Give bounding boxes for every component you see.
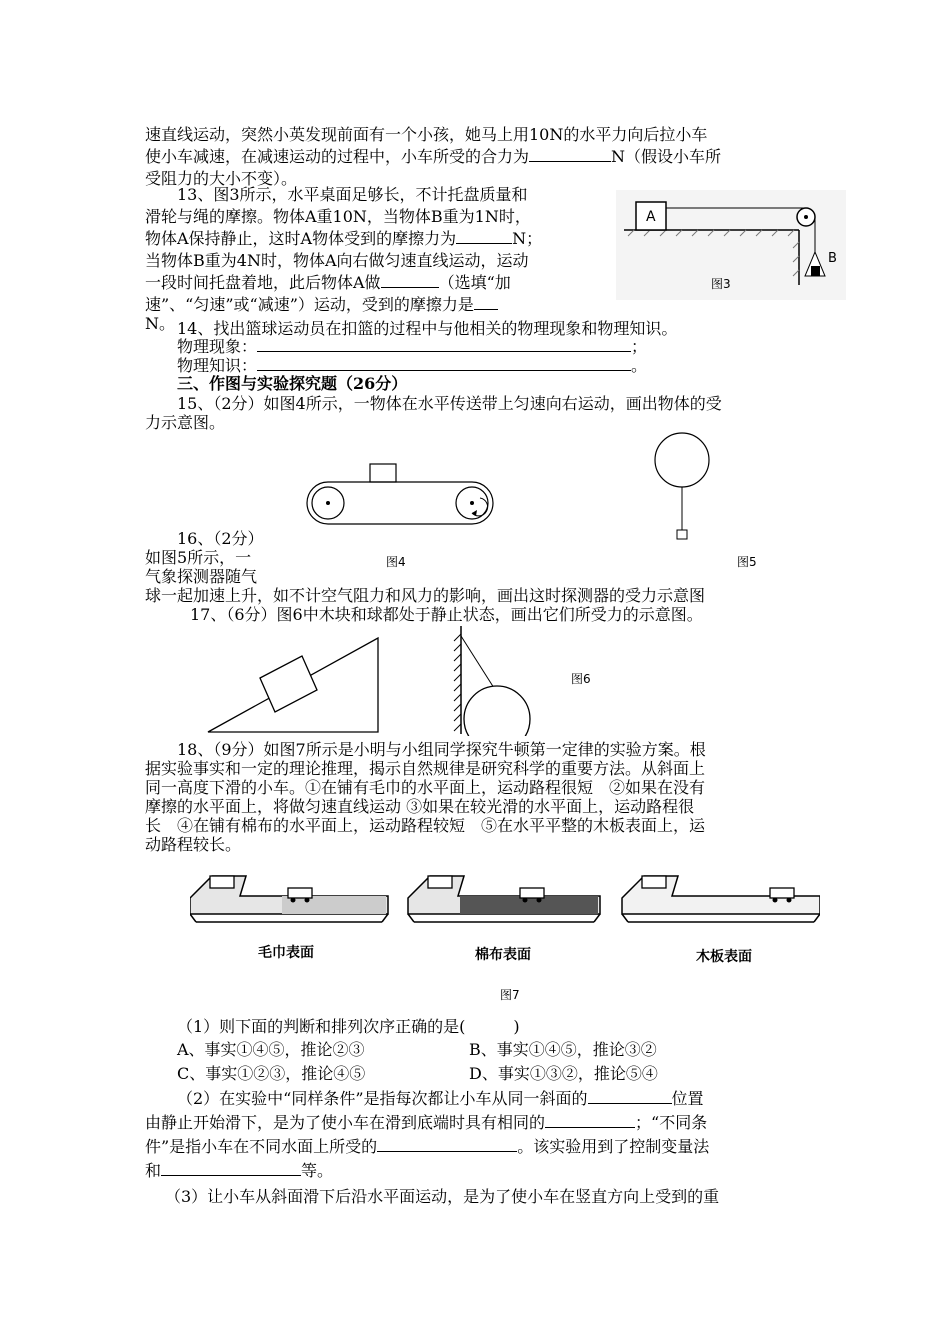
figure-5 <box>650 430 720 542</box>
answer-blank[interactable] <box>161 1160 301 1176</box>
text-fragment: 使小车减速，在减速运动的过程中，小车所受的合力为 <box>145 147 530 166</box>
q14-line: 14、找出篮球运动员在扣篮的过程中与他相关的物理现象和物理知识。 <box>177 319 678 338</box>
cart <box>520 888 544 898</box>
q16-line: 如图5所示，一 <box>145 548 252 567</box>
balloon <box>655 433 709 487</box>
q13-line: 13、图3所示，水平桌面足够长，不计托盘质量和 <box>177 185 528 204</box>
q18-line: 据实验事实和一定的理论推理，揭示自然规律是研究科学的重要方法。从斜面上 <box>145 759 706 778</box>
text-fragment: ； <box>631 337 648 356</box>
text-fragment: 。 <box>631 356 648 375</box>
cart <box>288 888 312 898</box>
q18-part1: （1）则下面的判断和排列次序正确的是( ) <box>177 1017 520 1036</box>
text-line <box>145 146 721 168</box>
cart-on-slope <box>642 876 666 888</box>
text-fragment: 。该实验用到了控制变量法 <box>517 1137 710 1156</box>
cart-on-slope <box>210 876 234 888</box>
q18-part2-line <box>145 1112 707 1134</box>
object-on-belt <box>370 464 396 482</box>
pulley-axle <box>804 215 808 219</box>
label-a: A <box>646 209 656 225</box>
text-fragment: ；“不同条 <box>635 1113 708 1132</box>
q13-line: 滑轮与绳的摩擦。物体A重10N，当物体B重为1N时， <box>145 207 531 226</box>
figure-3-caption: 图3 <box>711 277 731 291</box>
panel-wood <box>622 876 820 922</box>
text-fragment: （选填“加 <box>438 273 511 292</box>
answer-blank[interactable] <box>529 146 611 162</box>
left-roller-axle <box>326 501 330 505</box>
q16-line: 16、（2分） <box>177 529 264 548</box>
answer-blank[interactable] <box>381 272 439 288</box>
q13-line <box>145 228 542 250</box>
text-fragment: （2）在实验中“同样条件”是指每次都让小车从同一斜面的 <box>177 1089 588 1108</box>
surface-label-towel: 毛巾表面 <box>258 945 314 961</box>
q15-line: 15、（2分）如图4所示，一物体在水平传送带上匀速向右运动，画出物体的受 <box>177 394 722 413</box>
q16-line: 气象探测器随气 <box>145 567 258 586</box>
figure-6 <box>200 626 540 736</box>
q15-line: 力示意图。 <box>145 413 226 432</box>
q18-part2-line <box>145 1136 709 1158</box>
panel-towel <box>190 876 388 922</box>
detector <box>677 530 687 539</box>
surface-label-wood: 木板表面 <box>696 949 752 965</box>
text-fragment: 由静止开始滑下，是为了使小车在滑到底端时具有相同的 <box>145 1113 546 1132</box>
option-c[interactable]: C、事实①②③，推论④⑤ <box>177 1064 366 1083</box>
q18-line: 摩擦的水平面上，将做匀速直线运动 ③如果在较光滑的水平面上，运动路程很 <box>145 797 695 816</box>
q18-part2-line <box>145 1160 333 1182</box>
answer-blank[interactable] <box>456 228 512 244</box>
figure-4-caption: 图4 <box>386 555 406 569</box>
answer-blank[interactable] <box>545 1112 635 1128</box>
block-b <box>811 266 820 276</box>
figure-3 <box>616 190 846 300</box>
q16-line: 球一起加速上升，如不计空气阻力和风力的影响，画出这时探测器的受力示意图 <box>145 586 706 605</box>
q13-line: N。 <box>145 314 176 333</box>
text-fragment: N； <box>512 229 543 248</box>
text-fragment: 等。 <box>301 1161 334 1180</box>
cart <box>770 888 794 898</box>
option-a[interactable]: A、事实①④⑤，推论②③ <box>177 1040 365 1059</box>
figure-6-caption: 图6 <box>571 672 591 686</box>
q18-line: 长 ④在铺有棉布的水平面上，运动路程较短 ⑤在水平平整的木板表面上，运 <box>145 816 706 835</box>
section-title: 三、作图与实验探究题（26分） <box>177 374 408 393</box>
answer-blank[interactable] <box>588 1088 672 1104</box>
option-b[interactable]: B、事实①④⑤，推论③② <box>469 1040 657 1059</box>
q13-line <box>145 294 498 316</box>
panel-cotton <box>408 876 600 922</box>
answer-blank[interactable] <box>257 336 631 352</box>
text-line: 速直线运动，突然小英发现前面有一个小孩，她马上用10N的水平力向后拉小车 <box>145 125 708 144</box>
q17-line: 17、（6分）图6中木块和球都处于静止状态，画出它们所受力的示意图。 <box>190 605 703 624</box>
text-fragment: 和 <box>145 1161 162 1180</box>
option-d[interactable]: D、事实①③②，推论⑤④ <box>469 1064 658 1083</box>
ball <box>464 686 530 736</box>
cart-on-slope <box>428 876 452 888</box>
right-roller-axle <box>470 501 474 505</box>
text-fragment: 一段时间托盘着地，此后物体A做 <box>145 273 381 292</box>
q18-line: 18、（9分）如图7所示是小明与小组同学探究牛顿第一定律的实验方案。根 <box>177 740 706 759</box>
text-fragment: N（假设小车所 <box>611 147 722 166</box>
surface-label-cotton: 棉布表面 <box>475 947 531 963</box>
figure-4 <box>300 460 500 530</box>
q18-line: 同一高度下滑的小车。①在铺有毛巾的水平面上，运动路程很短 ②如果在没有 <box>145 778 706 797</box>
text-fragment: 物体A保持静止，这时A物体受到的摩擦力为 <box>145 229 457 248</box>
answer-blank[interactable] <box>474 294 498 310</box>
text-fragment: 物理现象： <box>177 337 258 356</box>
q18-line: 动路程较长。 <box>145 835 242 854</box>
q13-line <box>145 272 511 294</box>
q18-part2-line <box>177 1088 704 1110</box>
ball-string <box>461 636 494 688</box>
text-fragment: 速”、“匀速”或“减速”）运动，受到的摩擦力是 <box>145 295 474 314</box>
text-fragment: 位置 <box>671 1089 704 1108</box>
answer-blank[interactable] <box>257 355 631 371</box>
figure-5-caption: 图5 <box>737 555 757 569</box>
q13-line: 当物体B重为4N时，物体A向右做匀速直线运动，运动 <box>145 251 529 270</box>
text-fragment: 件”是指小车在不同水面上所受的 <box>145 1137 378 1156</box>
text-fragment: 物理知识： <box>177 356 258 375</box>
answer-blank[interactable] <box>377 1136 517 1152</box>
text-line: 受阻力的大小不变）。 <box>145 169 298 188</box>
q18-part3: （3）让小车从斜面滑下后沿水平面运动，是为了使小车在竖直方向上受到的重 <box>165 1187 720 1206</box>
figure-7-caption: 图7 <box>500 988 520 1002</box>
label-b: B <box>828 251 837 266</box>
